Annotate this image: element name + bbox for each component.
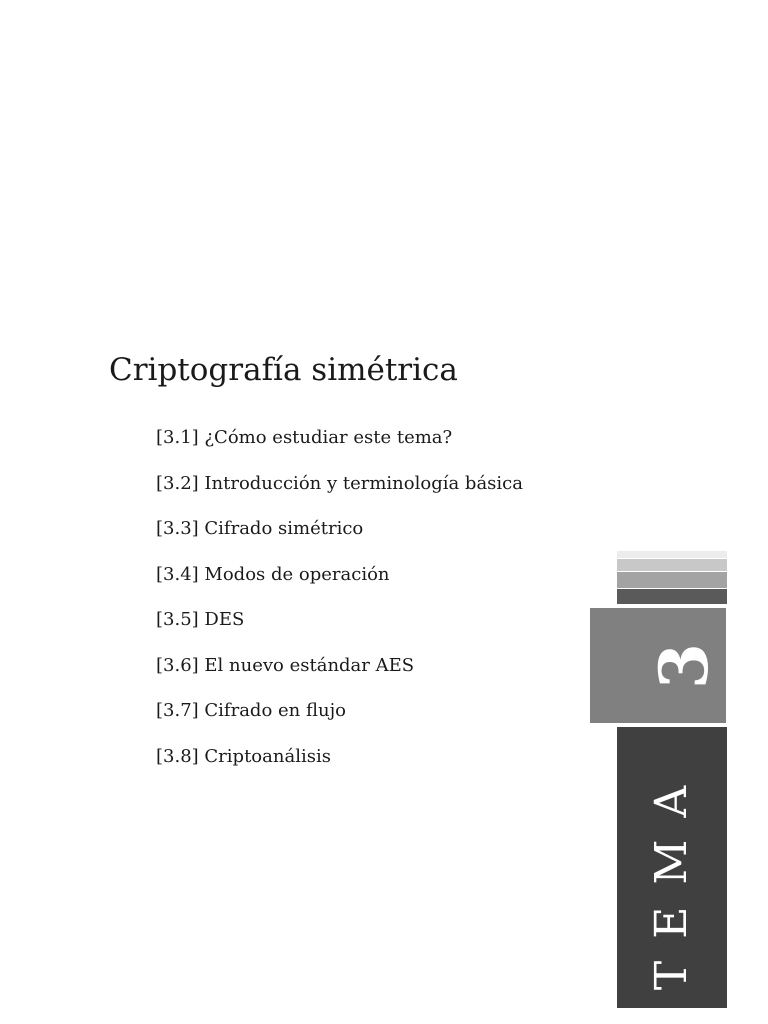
- toc-item-number: [3.8]: [156, 745, 199, 767]
- toc-item-number: [3.7]: [156, 700, 199, 721]
- toc-item-3-3: [156, 515, 523, 561]
- toc-item-label: ¿Cómo estudiar este tema?: [204, 427, 453, 448]
- toc-item-3-1: [156, 424, 523, 470]
- toc-item-label: Modos de operación: [204, 563, 390, 585]
- table-of-contents: [156, 424, 523, 788]
- tab-stripe-dark: [617, 589, 727, 604]
- toc-item-number: [3.2]: [156, 472, 199, 494]
- toc-item-number: [3.5]: [156, 609, 199, 630]
- toc-item-number: [3.4]: [156, 563, 199, 585]
- chapter-number-tab: [590, 608, 726, 723]
- toc-item-label: El nuevo estándar AES: [204, 654, 415, 676]
- chapter-label: TEMA: [646, 763, 697, 991]
- chapter-label-tab: [617, 727, 727, 1008]
- toc-item-label: Introducción y terminología básica: [204, 472, 523, 494]
- toc-item-3-6: [156, 652, 523, 698]
- toc-item-number: [3.6]: [156, 654, 199, 676]
- toc-item-label: Cifrado en flujo: [204, 700, 346, 721]
- toc-item-number: [3.3]: [156, 518, 199, 539]
- toc-item-label: Criptoanálisis: [204, 745, 331, 767]
- tab-stripe-medium: [617, 572, 727, 588]
- toc-item-3-8: [156, 743, 523, 789]
- toc-item-3-5: [156, 606, 523, 652]
- chapter-title: Criptografía simétrica: [109, 352, 458, 388]
- toc-item-label: DES: [204, 609, 245, 630]
- toc-item-3-7: [156, 697, 523, 743]
- tab-stripe-light: [617, 559, 727, 571]
- chapter-number: 3: [645, 642, 723, 689]
- tab-stripe-lightest: [617, 551, 727, 558]
- toc-item-3-2: [156, 470, 523, 516]
- toc-item-label: Cifrado simétrico: [204, 518, 364, 539]
- toc-item-number: [3.1]: [156, 427, 199, 448]
- toc-item-3-4: [156, 561, 523, 607]
